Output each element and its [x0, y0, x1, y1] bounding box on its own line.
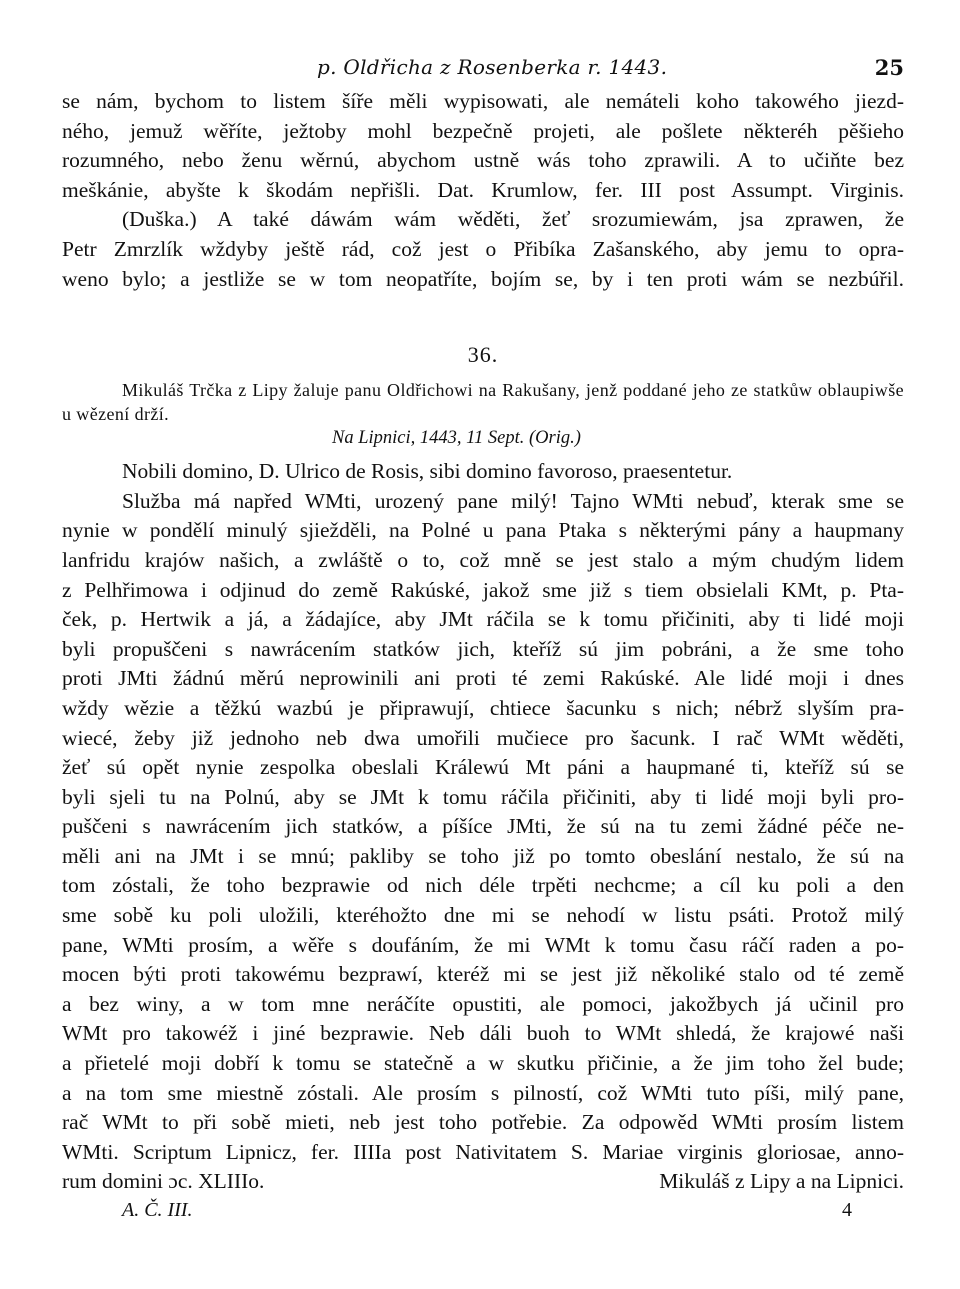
closing-date: rum domini ɔc. XLIIIo. [62, 1169, 265, 1194]
text-line: proti JMti žádnú měrú neprowinili ani proti té zemi Rakúské. Ale lidé moji i dnes [62, 666, 904, 691]
text-line: wždy wězie a těžkú wazbú je připrawují, chtiece šacunku s nich; nébrž slyším pra- [62, 695, 904, 720]
text-line: weno bylo; a jestliže se w tom neopatříte, bojím se, by i ten proti wám se nezbúřil. [62, 266, 904, 291]
text-line: Služba má napřed WMti, urozený pane milý! Tajno WMti nebuď, kterak sme se [122, 488, 904, 513]
text-line: puščeni s nawrácením jich statków, a píšíce JMti, že sú na tu zemi žádné péče ne- [62, 814, 904, 839]
closing-signature: Mikuláš z Lipy a na Lipnici. [659, 1169, 904, 1194]
text-line: rač WMt to při sobě mieti, neb jest toho potřebie. Za odpowěd WMti prosím listem [62, 1110, 904, 1135]
text-line: ného, jemuž wěříte, ježtoby mohl bezpečně projeti, ale pošlete některéh pěšieho [62, 118, 904, 143]
text-line: wiecé, žeby již jednoho neb dwa umořili mučiece pro šacunk. I rač WMt wěděti, [62, 725, 904, 750]
text-line: mocen býti proti takowému bezprawí, kteréž mi se jest již několiké stalo od té země [62, 962, 904, 987]
text-line: WMti. Scriptum Lipnicz, fer. IIIIa post Nativitatem S. Mariae virginis gloriosae, anno- [62, 1139, 904, 1164]
page-footer [122, 1199, 852, 1222]
text-line: WMt pro takowéž i jiné bezprawie. Neb dáli buoh to WMt shledá, že krajowé naši [62, 1021, 904, 1046]
text-line: měli ani na JMt i se mnú; pakliby se toho již po tomto obeslání nestalo, že sú na [62, 843, 904, 868]
previous-letter-text [62, 87, 904, 294]
text-line: se nám, bychom to listem šíře měli wypisowati, ale nemáteli koho takowého jiezd- [62, 89, 904, 113]
document-dateline: Na Lipnici, 1443, 11 Sept. (Orig.) [332, 428, 581, 449]
text-line: a přietelé moji dobří k tomu se statečně a w skutku přičinie, a že jim toho žel bude; [62, 1051, 904, 1076]
text-line: a na tom sme miestně zóstali. Ale prosím s pilností, což WMti tuto píši, milý pane, [62, 1080, 904, 1105]
text-line: tom zóstali, že toho bezprawie od nich déle trpěti nechcme; a cíl ku poli a den [62, 873, 904, 898]
footer-signature-mark: A. Č. III. [122, 1199, 193, 1221]
text-line: ček, p. Hertwik a já, a žádajíce, aby JMt ráčila se k tomu přičiniti, aby ti lidé moji [62, 607, 904, 632]
text-line: meškánie, abyšte k škodám nepřišli. Dat. Krumlow, fer. III post Assumpt. Virginis. [62, 177, 904, 202]
letter-body [62, 487, 904, 1168]
text-line: žeť sú opět nynie zespolka obeslali Králewú Mt páni a haupmané ti, kteříž sú se [62, 755, 904, 780]
text-line: z Pelhřimowa i odjinud do země Rakúské, jakož sme již s tiem obsielali KMt, p. Pta- [62, 577, 904, 602]
footer-sheet-number: 4 [842, 1199, 852, 1221]
text-line: (Duška.) A také dáwám wám wěděti, žeť srozumiewám, jsa zprawen, že [122, 207, 904, 232]
letter-closing [62, 1167, 904, 1197]
text-line: rozumného, nebo ženu wěrnú, abychom ustně wás toho zprawili. A to učiňte bez [62, 148, 904, 173]
document-page [62, 55, 904, 1222]
running-title: p. Oldřicha z Rosenberka r. 1443. [317, 55, 668, 79]
text-line: pane, WMti prosím, a wěře s doufáním, že mi WMt k tomu času ráčí raden a po- [62, 932, 904, 957]
text-line: nynie w pondělí minulý sjiežděli, na Polné u pana Ptaka s některými pány a haupmany [62, 518, 904, 543]
page-number: 25 [874, 55, 904, 80]
letter-address: Nobili domino, D. Ulrico de Rosis, sibi domino favoroso, praesentetur. [122, 459, 733, 484]
text-line: sme sobě ku poli uložili, kteréhožto dne mi se nehodí w listu psáti. Protož milý [62, 903, 904, 928]
page-header [62, 55, 904, 85]
text-line: byli sjeli tu na Polnú, aby se JMt k tomu ráčila přičiniti, aby ti lidé moji byli pro- [62, 784, 904, 809]
document-number: 36. [467, 342, 499, 368]
text-line: Petr Zmrzlík wždyby ještě rád, což jest o Přibíka Zašanského, aby jemu to opra- [62, 236, 904, 261]
text-line: byli propuščeni s nawrácením statków jich, kteříž sú jim pobráni, a že sme toho [62, 636, 904, 661]
text-line: a bez winy, a w tom mne neráčíte opustiti, ale pomoci, jakožbych já učinil pro [62, 991, 904, 1016]
document-summary: Mikuláš Trčka z Lipy žaluje panu Oldřichowi na Rakušany, jenž poddané jeho ze statkůw oblaupiwše u wězení drží. [62, 380, 904, 425]
text-line: lanfridu krajów našich, a zwláště o to, což mně se jest stalo a mým chudým lidem [62, 547, 904, 572]
